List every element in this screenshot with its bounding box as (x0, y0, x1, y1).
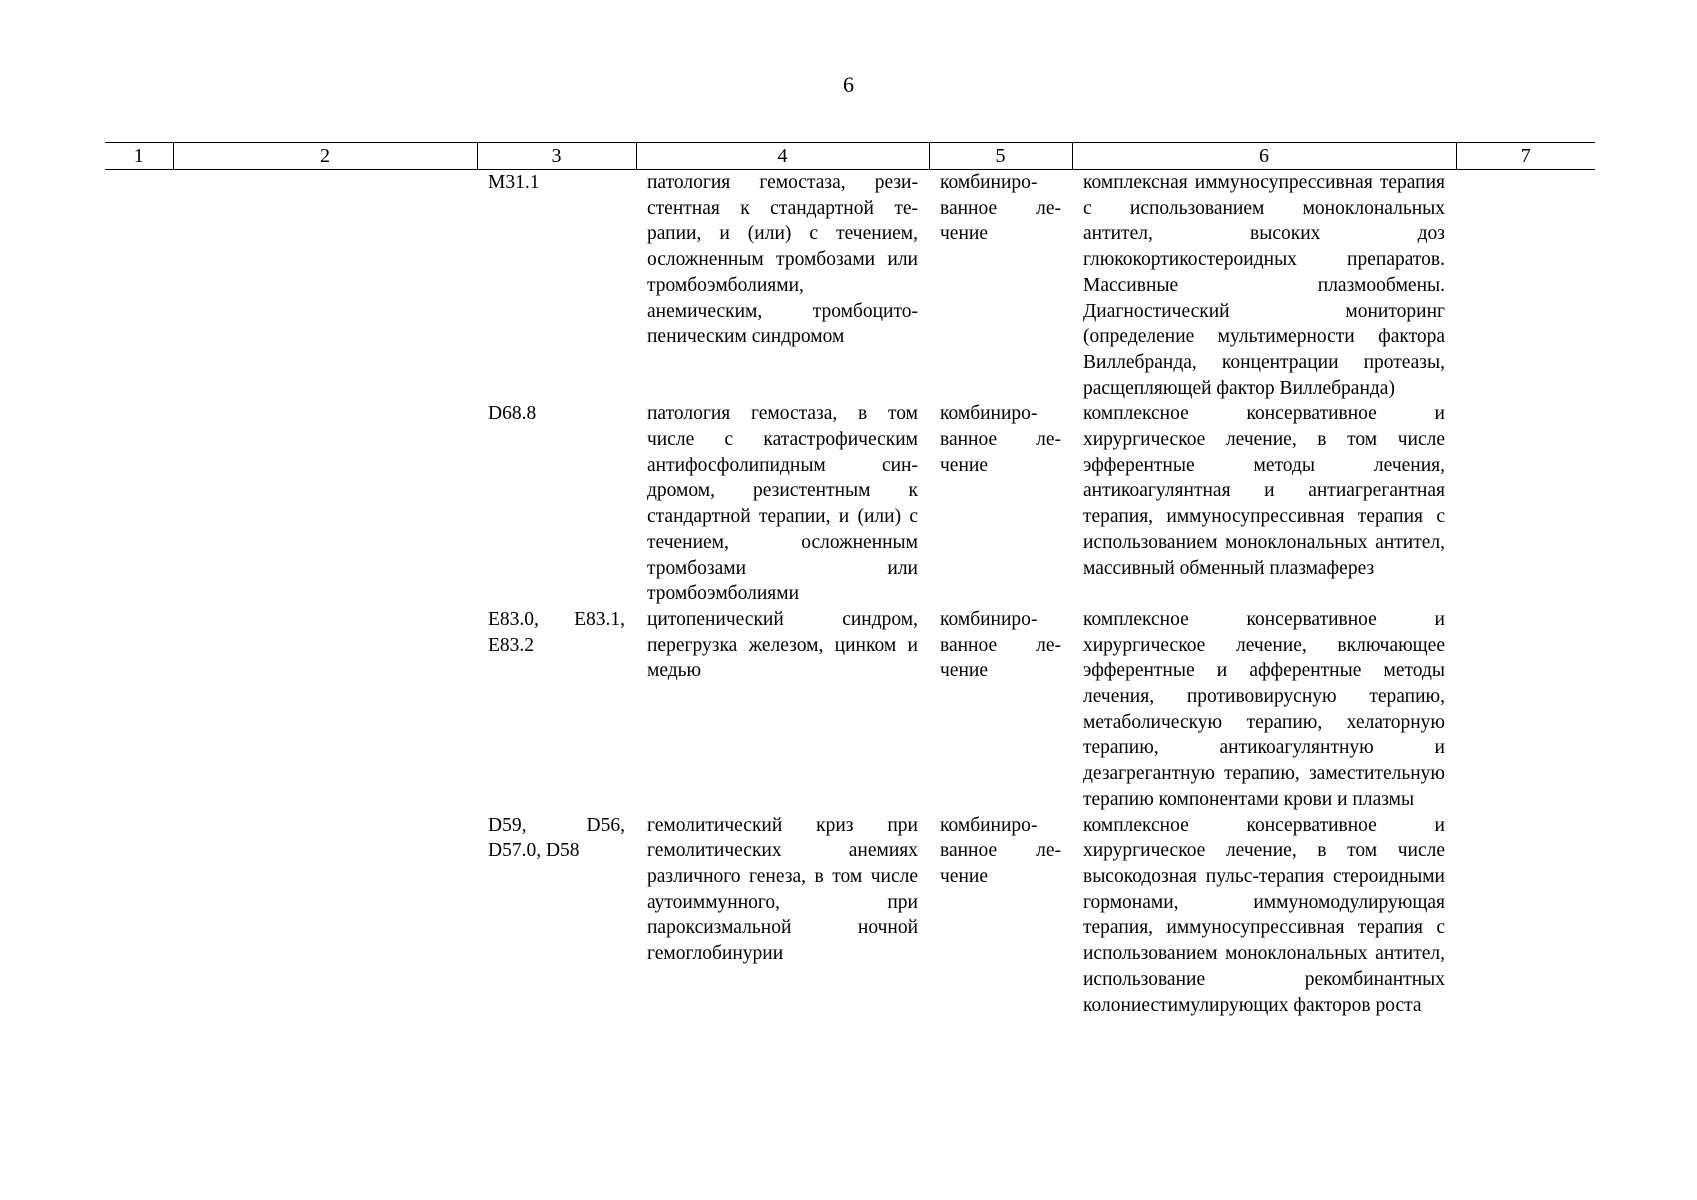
cell-treatment-type: комбинированное лечение (940, 403, 1061, 476)
table-row (105, 813, 1595, 1019)
cell-col7 (1456, 607, 1595, 813)
cell-col2 (173, 401, 477, 607)
medical-care-table (105, 142, 1595, 1018)
column-header-1: 1 (105, 143, 173, 170)
cell-treatment-type: комбинированное лечение (940, 608, 1061, 682)
cell-col7 (1456, 813, 1595, 1019)
column-header-4: 4 (636, 143, 929, 170)
cell-condition: гемолитический криз при гемолитических анемиях различного генеза, в том числе аутоиммунного, при пароксизмальной ночной гемоглобинурии (647, 814, 918, 965)
cell-condition: цитопенический синдром, перегрузка железом, цинком и медью (647, 608, 918, 682)
cell-icd-code: E83.0, E83.1, E83.2 (488, 608, 625, 656)
page-number: 6 (843, 72, 854, 97)
cell-col1 (105, 813, 173, 1019)
cell-treatment-type: комбинированное лечение (940, 172, 1061, 245)
cell-icd-code: D59, D56, D57.0, D58 (488, 814, 625, 862)
table-row (105, 401, 1595, 607)
table-row (105, 170, 1595, 402)
column-header-7: 7 (1456, 143, 1595, 170)
table-row (105, 607, 1595, 813)
cell-treatment-method: комплексное консервативное и хирургическое лечение, в том числе высокодозная пульс-терапия стероидными гормонами, иммуномодулирующая терапия, иммуносупрессивная терапия с использованием моноклональных антител, использование рекомбинантных колониестимулирующих факторов роста (1083, 814, 1445, 1016)
cell-treatment-method: комплексное консервативное и хирургическое лечение, включающее эфферентные и афферентные методы лечения, противовирусную терапию, метаболическую терапию, хелаторную терапию, антикоагулянтную и дезагрегантную терапию, заместительную терапию компонентами крови и плазмы (1083, 608, 1445, 810)
cell-treatment-method: комплексное консервативное и хирургическое лечение, в том числе эфферентные методы лечения, антикоагулянтная и антиагрегантная терапия, иммуносупрессивная терапия с использованием моноклональных антител, массивный обменный плазмаферез (1083, 403, 1445, 579)
cell-col1 (105, 607, 173, 813)
cell-col2 (173, 813, 477, 1019)
cell-treatment-type: комбинированное лечение (940, 814, 1061, 887)
cell-condition: патология гемостаза, в том числе с катастрофическим антифосфолипидным синдромом, резистентным к стандартной терапии, и (или) с течением, осложненным тромбозами или тромбоэмболиями (647, 403, 918, 605)
cell-col7 (1456, 170, 1595, 402)
column-header-3: 3 (477, 143, 636, 170)
cell-col7 (1456, 401, 1595, 607)
cell-col2 (173, 607, 477, 813)
medical-care-table-container (105, 142, 1595, 1018)
column-header-6: 6 (1072, 143, 1456, 170)
cell-icd-code: M31.1 (488, 172, 540, 193)
cell-col2 (173, 170, 477, 402)
cell-icd-code: D68.8 (488, 403, 537, 425)
column-header-2: 2 (173, 143, 477, 170)
cell-col1 (105, 401, 173, 607)
column-number-header-row (105, 143, 1595, 170)
cell-treatment-method: комплексная иммуносупрессивная терапия с использованием моноклональных антител, высоких доз глюкокортикостероидных препаратов. Массивные плазмообмены. Диагностический мониторинг (определение мультимерности фактора Виллебранда, концентрации протеазы, расщепляющей фактор Виллебранда) (1083, 172, 1445, 399)
cell-col1 (105, 170, 173, 402)
cell-condition: патология гемостаза, резистентная к стандартной терапии, и (или) с течением, осложненным тромбозами или тромбоэмболиями, анемическим, тромбоцитопеническим синдромом (647, 172, 918, 348)
column-header-5: 5 (929, 143, 1072, 170)
